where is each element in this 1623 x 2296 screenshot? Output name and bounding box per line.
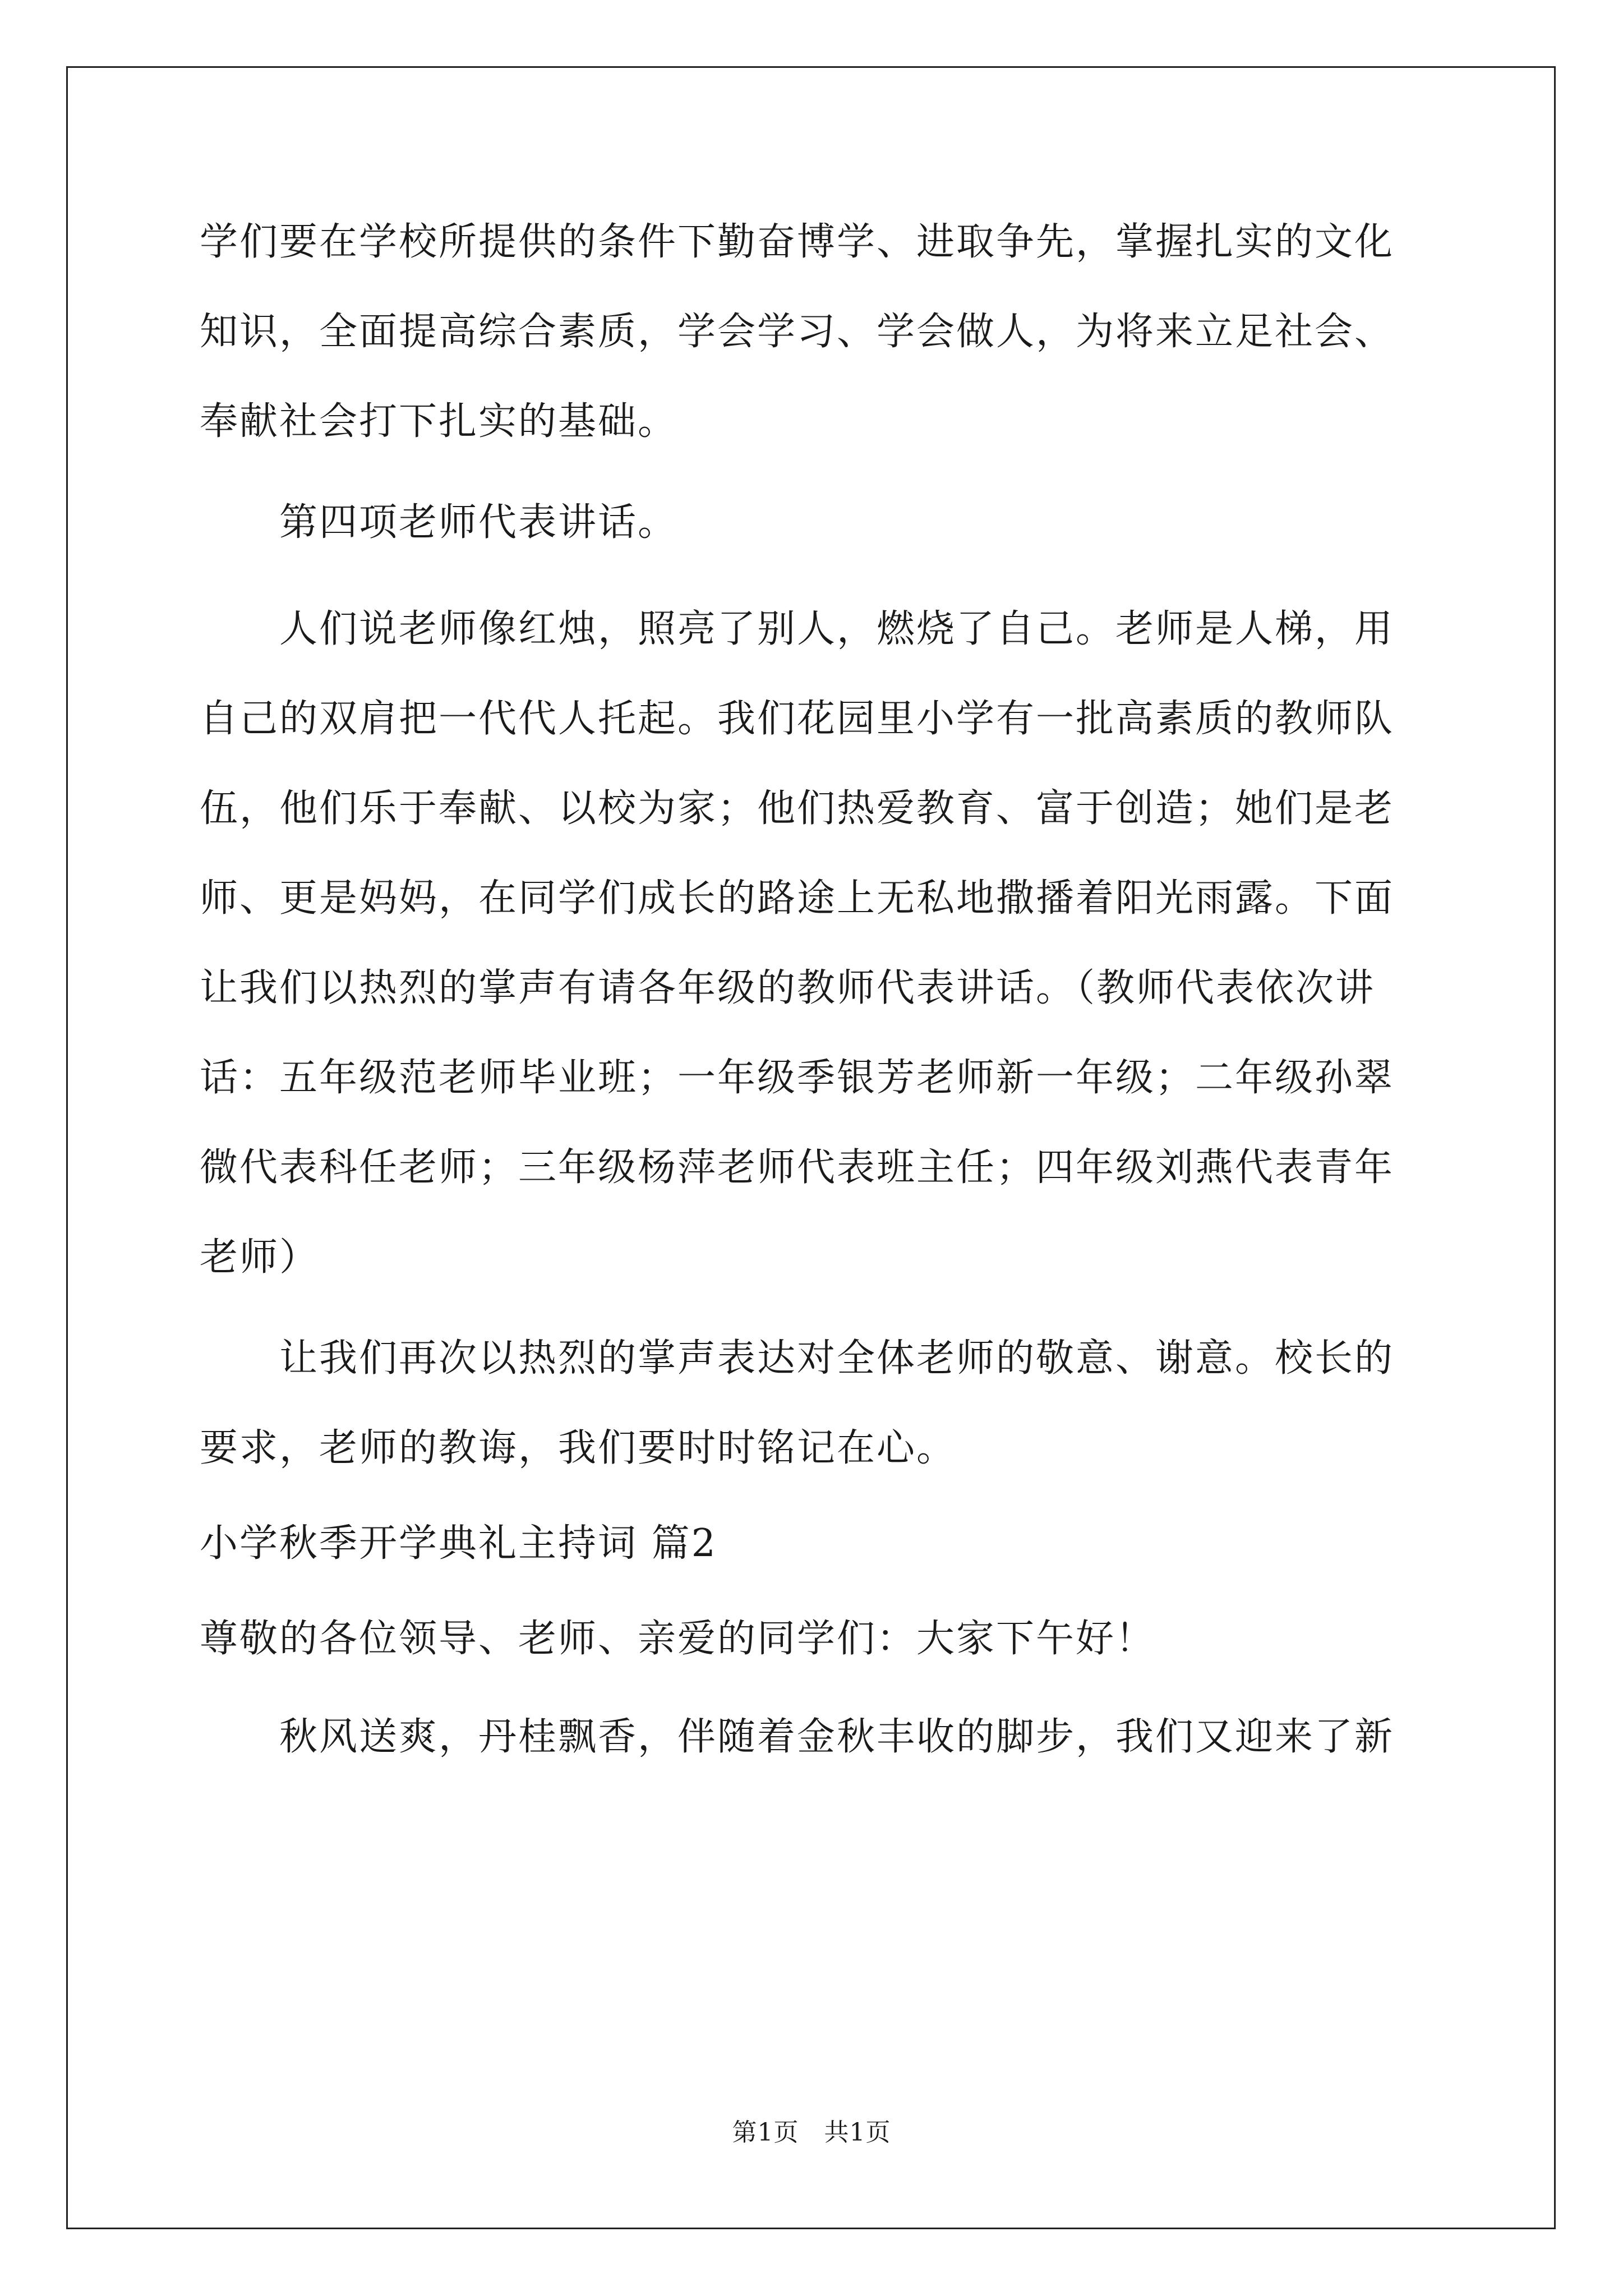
text-line: 学们要在学校所提供的条件下勤奋博学、进取争先，掌握扎实的文化: [200, 220, 1395, 264]
section-heading: 第四项老师代表讲话。: [200, 500, 678, 545]
text-line: 话：五年级范老师毕业班；一年级季银芳老师新一年级；二年级孙翠: [200, 1056, 1395, 1100]
text-line: 要求，老师的教诲，我们要时时铭记在心。: [200, 1426, 957, 1470]
text-line: 老师）: [200, 1235, 320, 1280]
article-title: 小学秋季开学典礼主持词 篇2: [200, 1521, 717, 1566]
salutation: 尊敬的各位领导、老师、亲爱的同学们：大家下午好！: [200, 1617, 1156, 1661]
text-line: 师、更是妈妈，在同学们成长的路途上无私地撒播着阳光雨露。下面: [200, 876, 1395, 921]
text-line: 知识，全面提高综合素质，学会学习、学会做人，为将来立足社会、: [200, 310, 1395, 354]
text-line: 奉献社会打下扎实的基础。: [200, 399, 678, 444]
text-line: 人们说老师像红烛，照亮了别人，燃烧了自己。老师是人梯，用: [200, 607, 1395, 651]
text-line: 伍，他们乐于奉献、以校为家；他们热爱教育、富于创造；她们是老: [200, 786, 1395, 831]
text-line: 秋风送爽，丹桂飘香，伴随着金秋丰收的脚步，我们又迎来了新: [200, 1715, 1395, 1759]
text-line: 微代表科任老师；三年级杨萍老师代表班主任；四年级刘燕代表青年: [200, 1145, 1395, 1190]
text-line: 让我们再次以热烈的掌声表达对全体老师的敬意、谢意。校长的: [200, 1336, 1395, 1381]
text-line: 让我们以热烈的掌声有请各年级的教师代表讲话。（教师代表依次讲: [200, 966, 1376, 1010]
text-line: 自己的双肩把一代代人托起。我们花园里小学有一批高素质的教师队: [200, 697, 1395, 741]
page-footer: 第1页 共1页: [732, 2118, 891, 2147]
